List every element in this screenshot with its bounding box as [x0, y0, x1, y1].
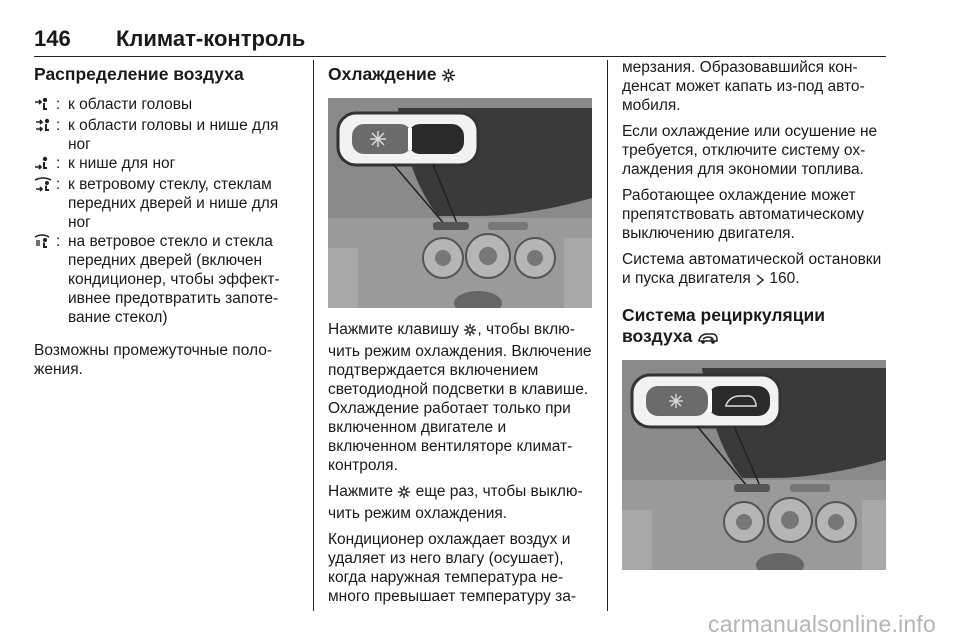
paragraph-cooling-off: Нажмите еще раз, чтобы выключить режим охлаждения. — [328, 483, 583, 522]
paragraph-save-fuel: Если охлаждение или осушение не требуется, отключите систему охлаждения для экономии топлива. — [622, 123, 878, 178]
recirculation-button-photo — [622, 360, 886, 570]
page-title: Климат-контроль — [116, 26, 306, 51]
section-heading-cooling: Охлаждение — [328, 64, 592, 88]
section-heading-recirculation: Система рециркуляции воздуха — [622, 305, 886, 350]
note-intermediate-positions: Возможны промежуточные положения. — [34, 342, 272, 378]
head-and-floor-airflow-icon — [34, 116, 56, 154]
floor-airflow-icon — [34, 154, 56, 175]
column-recirculation — [622, 58, 886, 582]
list-item: : на ветровое стекло и стекла передних дверей (включен кондиционер, чтобы эффективнее предотвратить запотевание стекол) — [34, 232, 296, 327]
list-item: : к области головы — [34, 95, 296, 116]
column-divider — [313, 60, 314, 611]
section-heading-air-distribution: Распределение воздуха — [34, 64, 244, 84]
list-item: : к области головы и нише для ног — [34, 116, 296, 154]
list-item: : к нише для ног — [34, 154, 296, 175]
column-divider — [607, 60, 608, 611]
page-header — [34, 26, 886, 57]
windscreen-and-floor-airflow-icon — [34, 175, 56, 232]
reference-arrow-icon — [755, 272, 765, 291]
recirculation-icon — [697, 329, 719, 350]
cooling-button-photo — [328, 98, 592, 308]
watermark: carmanualsonline.info — [708, 611, 936, 637]
head-airflow-icon — [34, 95, 56, 116]
paragraph-stop-start-ref: Система автоматической остановки и пуска двигателя 160. — [622, 250, 886, 291]
page-reference-link[interactable]: 160. — [769, 270, 800, 287]
list-item: : к ветровому стеклу, стеклам передних дверей и нише для ног — [34, 175, 296, 232]
snowflake-icon — [397, 485, 411, 504]
paragraph-condensate: мерзания. Образовавшийся конденсат может капать из-под автомобиля. — [622, 59, 865, 114]
column-air-distribution — [34, 58, 296, 386]
paragraph-autostop: Работающее охлаждение может препятствовать автоматическому выключению двигателя. — [622, 187, 865, 242]
windscreen-airflow-icon — [34, 232, 56, 327]
paragraph-air-conditioner: Кондиционер охлаждает воздух и удаляет из него влагу (осушает), когда наружная температура немного превышает температуру за- — [328, 531, 577, 605]
paragraph-cooling-on: Нажмите клавишу , чтобы включить режим охлаждения. Включение подтверждается включением светодиодной подсветки в клавише. Охлаждение работает только при включенном двигателе и включенном вентиляторе климат-контроля. — [328, 321, 592, 474]
page-number: 146 — [34, 26, 71, 51]
column-cooling — [328, 58, 592, 613]
snowflake-icon — [463, 323, 477, 342]
snowflake-icon — [441, 67, 456, 88]
